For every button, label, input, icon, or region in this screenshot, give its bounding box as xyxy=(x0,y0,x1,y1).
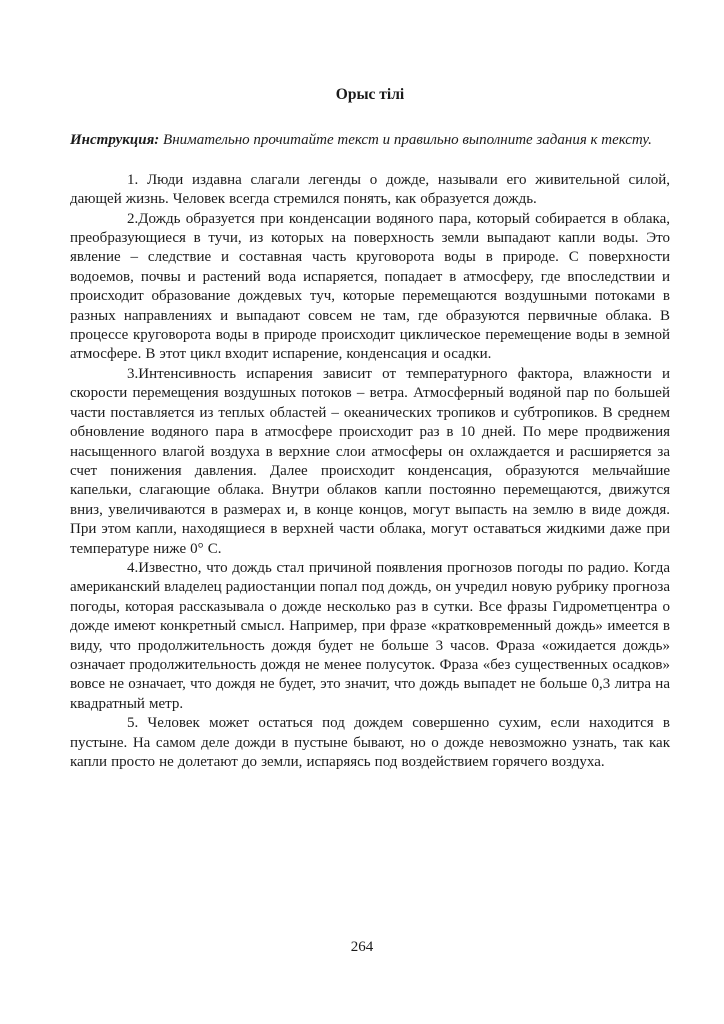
paragraph-3: 3.Интенсивность испарения зависит от температурного фактора, влажности и скорости перемещения воздушных потоков – ветра. Атмосферный водяной пар по большей части поставляется из теплых областей – океанических тропиков и субтропиков. В среднем обновление водяного пара в атмосфере происходит раз в 10 дней. По мере продвижения насыщенного влагой воздуха в верхние слои атмосферы он охлаждается и расширяется за счет понижения давления. Далее происходит конденсация, образуются мельчайшие капельки, слагающие облака. Внутри облаков капли постоянно перемещаются, движутся вниз, увеличиваются в размерах и, в конце концов, могут выпасть на землю в виде дождя. При этом капли, находящиеся в верхней части облака, могут оставаться жидкими даже при температуре ниже 0° С. xyxy=(70,365,670,557)
paragraph-5: 5. Человек может остаться под дождем совершенно сухим, если находится в пустыне. На самом деле дожди в пустыне бывают, но о дожде невозможно узнать, так как капли просто не долетают до земли, испаряясь под воздействием горячего воздуха. xyxy=(70,715,670,770)
paragraph-1: 1. Люди издавна слагали легенды о дожде, называли его живительной силой, дающей жизнь. Человек всегда стремился понять, как образуется дождь. xyxy=(70,171,670,208)
instruction-label: Инструкция: xyxy=(70,132,160,149)
paragraph-4: 4.Известно, что дождь стал причиной появления прогнозов погоды по радио. Когда американский владелец радиостанции попал под дождь, он учредил новую рубрику прогноза погоды, которая рассказывала о дожде несколько раз в сутки. Все фразы Гидрометцентра о дожде имеют конкретный смысл. Например, при фразе «кратковременный дождь» имеется в виду, что продолжительность дождя будет не больше 3 часов. Фраза «ожидается дождь» означает продолжительность дождя не менее полусуток. Фраза «без существенных осадков» вовсе не означает, что дождя не будет, это значит, что дождь выпадет не больше 0,3 литра на квадратный метр. xyxy=(70,559,670,712)
text-block xyxy=(70,0,670,772)
page-title: Орыс тілі xyxy=(335,86,405,103)
page-number: 264 xyxy=(350,939,374,955)
paragraph-2: 2.Дождь образуется при конденсации водяного пара, который собирается в облака, преобразующиеся в тучи, из которых на поверхность земли выпадают капли воды. Это явление – следствие и составная часть круговорота воды в природе. С поверхности водоемов, почвы и растений вода испаряется, попадает в атмосферу, где впоследствии и происходит образование дождевых туч, которые перемещаются воздушными потоками в разных направлениях и выпадают совсем не там, где образуются первичные облака. В процессе круговорота воды в природе происходит циклическое перемещение воды в земной атмосфере. В этот цикл входит испарение, конденсация и осадки. xyxy=(70,210,670,363)
instruction-text: Внимательно прочитайте текст и правильно выполните задания к тексту. xyxy=(159,132,652,149)
instruction xyxy=(70,131,670,150)
reading-text xyxy=(70,171,670,773)
